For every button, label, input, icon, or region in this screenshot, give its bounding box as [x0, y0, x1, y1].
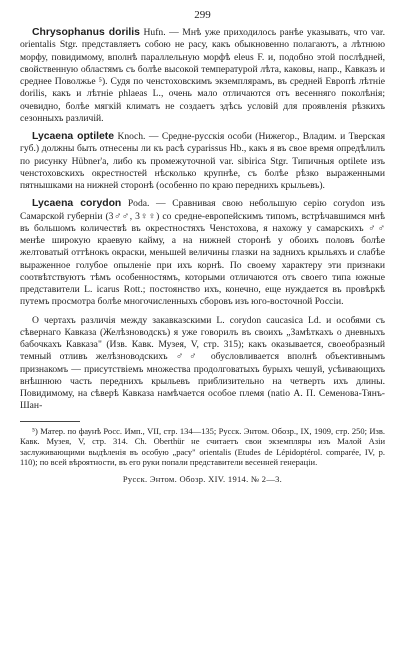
footnote: ⁵) Матер. по фаунѣ Росс. Имп., VII, стр. 134—135; Русск. Энтом. Обозр., IX, 1909, стр. 250; Изв. Кавк. Музея, V, стр. 314. Ch. Oberthür не считаетъ свои экземпляры изъ Малой Азіи заслуживающими выдѣленія въ особую „расу" orientalis (Etudes de Lépidoptérol. comparée, IV, p. 110); по всей вѣроятности, въ его руки попали представители весенней генераціи.	[20, 425, 385, 468]
paragraph-text: О чертахъ различія между закавказскими L. corydon caucasica Ld. и особями съ сѣвернаго Кавказа (Желѣзноводскъ) я уже говорилъ въ своихъ „Замѣткахъ о дневныхъ бабочкахъ Кавказа" (Изв. Кавк. Музея, V, стр. 315); какъ оказывается, своеобразный темный отливъ желѣзноводскихъ ♂♂ обусловливается вполнѣ объективнымъ признакомъ — присутствіемъ множества продолговатыхъ бурыхъ чешуй, усѣивающихъ внѣшнюю часть переднихъ крыльевъ приблизительно на четверть ихъ длины. Повидимому, на сѣверѣ Кавказа намѣчается особое племя (natio А. П. Семенова-Тянъ-Шан-	[20, 314, 385, 412]
paragraph-text: Hufn. — Мнѣ уже приходилось ранѣе указывать, что var. orientalis Stgr. представляетъ собою не расу, какъ обыкновенно полагаютъ, а лѣтнюю морфу, повидимому, вполнѣ параллельную морфѣ eleus F. и, подобно этой послѣдней, свойственную областямъ съ болѣе высокой температурой лѣта, каковы, напр., Кавказъ и среднее Поволжье ⁵). Судя по ченстоховскимъ экземплярамъ, въ средней Европѣ лѣтніе dorilis, какъ и лѣтніе phlaeas L., очень мало отличаются отъ весенняго поколѣнія; очевидно, болѣе мягкій климатъ не создаетъ здѣсь условій для проявленія рѣзкихъ сезонныхъ различій.	[20, 27, 385, 124]
species-heading: Lycaena optilete	[32, 131, 115, 142]
paragraph-lycaena-optilete	[20, 131, 385, 192]
paragraph-chrysophanus-dorilis	[20, 27, 385, 125]
paragraph-text: Poda. — Сравнивая свою небольшую серію corydon изъ Самарской губерніи (3♂♂, 3♀♀) со средне-европейскимъ типомъ, встрѣчавшимся мнѣ въ большомъ количествѣ въ окрестностяхъ Ченстохова, я нахожу у самарскихъ ♂♂ менѣе широкую краевую кайму, а на нижней сторонѣ у обоихъ половъ болѣе желтоватый оттѣнокъ окраски, меньшей величины глазки на заднихъ крыльяхъ и слабѣе выраженное голубое опыленіе при ихъ корнѣ. По своему характеру эти признаки соотвѣтствуютъ тѣмъ особенностямъ, которыми отличаются отъ своего типа южные представители L. icarus Rott.; постоянство ихъ, конечно, еще нуждается въ провѣркѣ путемъ просмотра болѣе многочисленныхъ сборовъ изъ юго-восточной Россіи.	[20, 198, 385, 308]
running-footer: Русск. Энтом. Обозр. XIV. 1914. № 2—3.	[122, 473, 283, 484]
body-text	[20, 27, 385, 413]
footnote-divider	[20, 421, 80, 422]
paragraph-text: Knoch. — Средне-русскія особи (Нижегор., Владим. и Тверская губ.) должны быть отнесены ли къ расѣ cyparissus Hb., какъ я въ свое время опредѣлилъ по рисунку Hübner'a, либо къ промежуточной var. sibirica Stgr. Типичныя optilete изъ ченстоховскихъ окрестностей нѣсколько крупнѣе, съ болѣе рѣзко выраженными пятнышками на нижней сторонѣ (особенно по краю переднихъ крыльевъ).	[20, 131, 385, 191]
page-number: 299	[194, 9, 211, 21]
paragraph-corydon-caucasica	[20, 315, 385, 413]
paragraph-lycaena-corydon	[20, 198, 385, 308]
species-heading: Lycaena corydon	[32, 198, 122, 210]
species-heading: Chrysophanus dorilis	[32, 27, 140, 38]
